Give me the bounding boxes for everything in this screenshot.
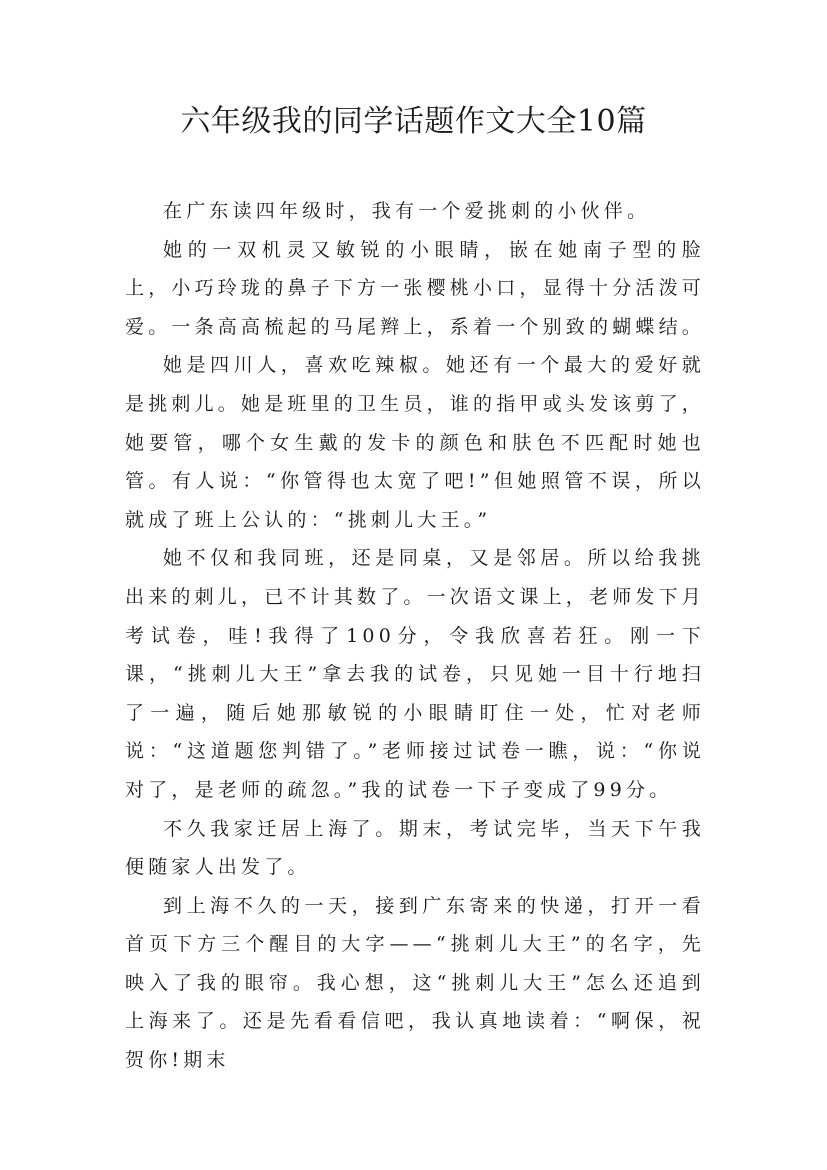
paragraph: 她是四川人，喜欢吃辣椒。她还有一个最大的爱好就是挑刺儿。她是班里的卫生员，谁的指甲或头发该剪了，她要管，哪个女生戴的发卡的颜色和肤色不匹配时她也管。有人说：“你管得也太宽了吧!”但她照管不误，所以就成了班上公认的：“挑刺儿大王。” [125, 354, 706, 531]
paragraph: 她的一双机灵又敏锐的小眼睛，嵌在她南子型的脸上，小巧玲珑的鼻子下方一张樱桃小口，显得十分活泼可爱。一条高高梳起的马尾辫上，系着一个别致的蝴蝶结。 [125, 238, 706, 338]
paragraph: 在广东读四年级时，我有一个爱挑刺的小伙伴。 [163, 200, 651, 222]
paragraph: 到上海不久的一天，接到广东寄来的快递，打开一看首页下方三个醒目的大字——“挑刺儿大王”的名字，先映入了我的眼帘。我心想，这“挑刺儿大王”怎么还追到上海来了。还是先看看信吧，我认真地读着：“啊保，祝贺你!期末 [125, 894, 705, 1072]
document-body [125, 192, 705, 1080]
document-title: 六年级我的同学话题作文大全10篇 [180, 104, 647, 139]
paragraph: 不久我家迁居上海了。期末，考试完毕，当天下午我便随家人出发了。 [125, 817, 705, 879]
paragraph: 她不仅和我同班，还是同桌，又是邻居。所以给我挑出来的刺儿，已不计其数了。一次语文课上，老师发下月考试卷，哇!我得了100分，令我欣喜若狂。刚一下课，“挑刺儿大王”拿去我的试卷，只见她一目十行地扫了一遍，随后她那敏锐的小眼睛盯住一处，忙对老师说：“这道题您判错了。”老师接过试卷一瞧，说：“你说对了，是老师的疏忽。”我的试卷一下子变成了99分。 [125, 547, 706, 801]
